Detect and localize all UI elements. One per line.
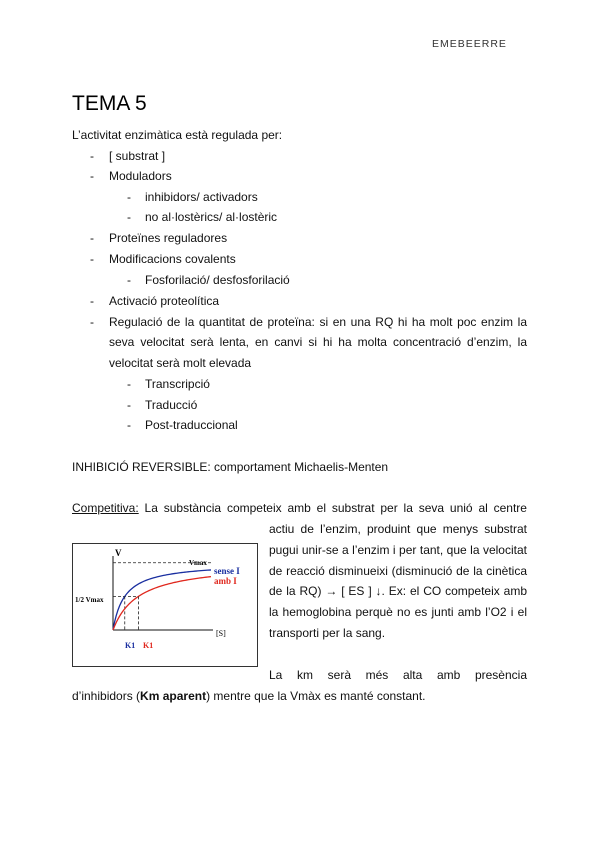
series-curve-amb-i: [113, 577, 211, 630]
list-item-modificacions: Modificacions covalents: [109, 252, 236, 266]
list-item-dash: -: [90, 294, 94, 308]
competitiva-line-3: pugui unir-se a l’enzim i per tant, que la velocitat: [269, 543, 527, 557]
section-heading: INHIBICIÓ REVERSIBLE: comportament Michaelis-Menten: [72, 460, 389, 474]
list-item-proteines: Proteïnes reguladores: [109, 231, 228, 245]
vmax-label: Vmax: [189, 559, 207, 567]
list-item-posttraduccional: Post-traduccional: [145, 418, 238, 432]
list-item-activacio: Activació proteolítica: [109, 294, 220, 308]
intro-text: L’activitat enzimàtica està regulada per:: [72, 128, 283, 142]
list-item-traduccio: Traducció: [145, 398, 198, 412]
list-item-regulacio-line: Regulació de la quantitat de proteïna: si en una RQ hi ha molt poc enzim la: [109, 315, 527, 329]
list-item-dash: -: [127, 398, 131, 412]
list-item-inhibidors: inhibidors/ activadors: [145, 190, 258, 204]
competitiva-line-2: actiu de l’enzim, produint que menys substrat: [269, 522, 527, 536]
list-item-dash: -: [90, 231, 94, 245]
list-item-alosterics: no al·lostèrics/ al·lostèric: [145, 210, 278, 224]
legend-sense-i: sense I: [214, 566, 240, 576]
list-item-dash: -: [127, 273, 131, 287]
list-item-dash: -: [127, 190, 131, 204]
list-item-regulacio-line: seva velocitat serà lenta, en canvi si hi ha molta concentració d’enzim, la: [109, 335, 527, 349]
y-axis-label: V: [115, 548, 122, 558]
km-line-2: [72, 689, 426, 703]
list-item-dash: -: [127, 418, 131, 432]
list-item-fosforilacio: Fosforilació/ desfosforilació: [145, 273, 290, 287]
legend-amb-i: amb I: [214, 576, 237, 586]
km-line-2-end: ) mentre que la Vmàx es manté constant.: [206, 689, 426, 703]
list-item-substrat: [ substrat ]: [109, 149, 166, 163]
document-header: EMEBEERRE: [432, 38, 507, 50]
competitiva-line-1: La substància competeix amb el substrat per la seva unió al centre: [144, 501, 527, 515]
competitiva-line-4: de reacció disminueixi (disminució de la cinètica: [269, 564, 527, 578]
list-item-transcripcio: Transcripció: [145, 377, 210, 391]
page-title: TEMA 5: [72, 92, 147, 115]
km-aparent-term: Km aparent: [140, 689, 207, 703]
michaelis-menten-chart: [73, 544, 257, 666]
competitiva-first-line: [72, 501, 527, 515]
competitiva-line-7: transporti per la sang.: [269, 626, 386, 640]
list-item-dash: -: [90, 149, 94, 163]
list-item-dash: -: [90, 315, 94, 329]
list-item-regulacio-line: velocitat serà molt elevada: [109, 356, 252, 370]
km-apparent-label: K1: [143, 641, 154, 650]
half-vmax-label: 1/2 Vmax: [75, 596, 104, 604]
km-label: K1: [125, 641, 136, 650]
list-item-dash: -: [127, 210, 131, 224]
km-line-2-start: d’inhibidors (: [72, 689, 141, 703]
list-item-moduladors: Moduladors: [109, 169, 172, 183]
list-item-dash: -: [90, 169, 94, 183]
michaelis-menten-chart-frame: [72, 543, 258, 667]
x-axis-label: [S]: [216, 629, 226, 638]
competitiva-line-6: la hemoglobina perquè no es junti amb l’O2 i el: [269, 605, 527, 619]
competitiva-label: Competitiva:: [72, 501, 139, 515]
km-line-1: La km serà més alta amb presència: [269, 668, 527, 682]
list-item-dash: -: [127, 377, 131, 391]
list-item-dash: -: [90, 252, 94, 266]
competitiva-line-5: de la RQ) → [ ES ] ↓. Ex: el CO competeix amb: [269, 584, 527, 598]
